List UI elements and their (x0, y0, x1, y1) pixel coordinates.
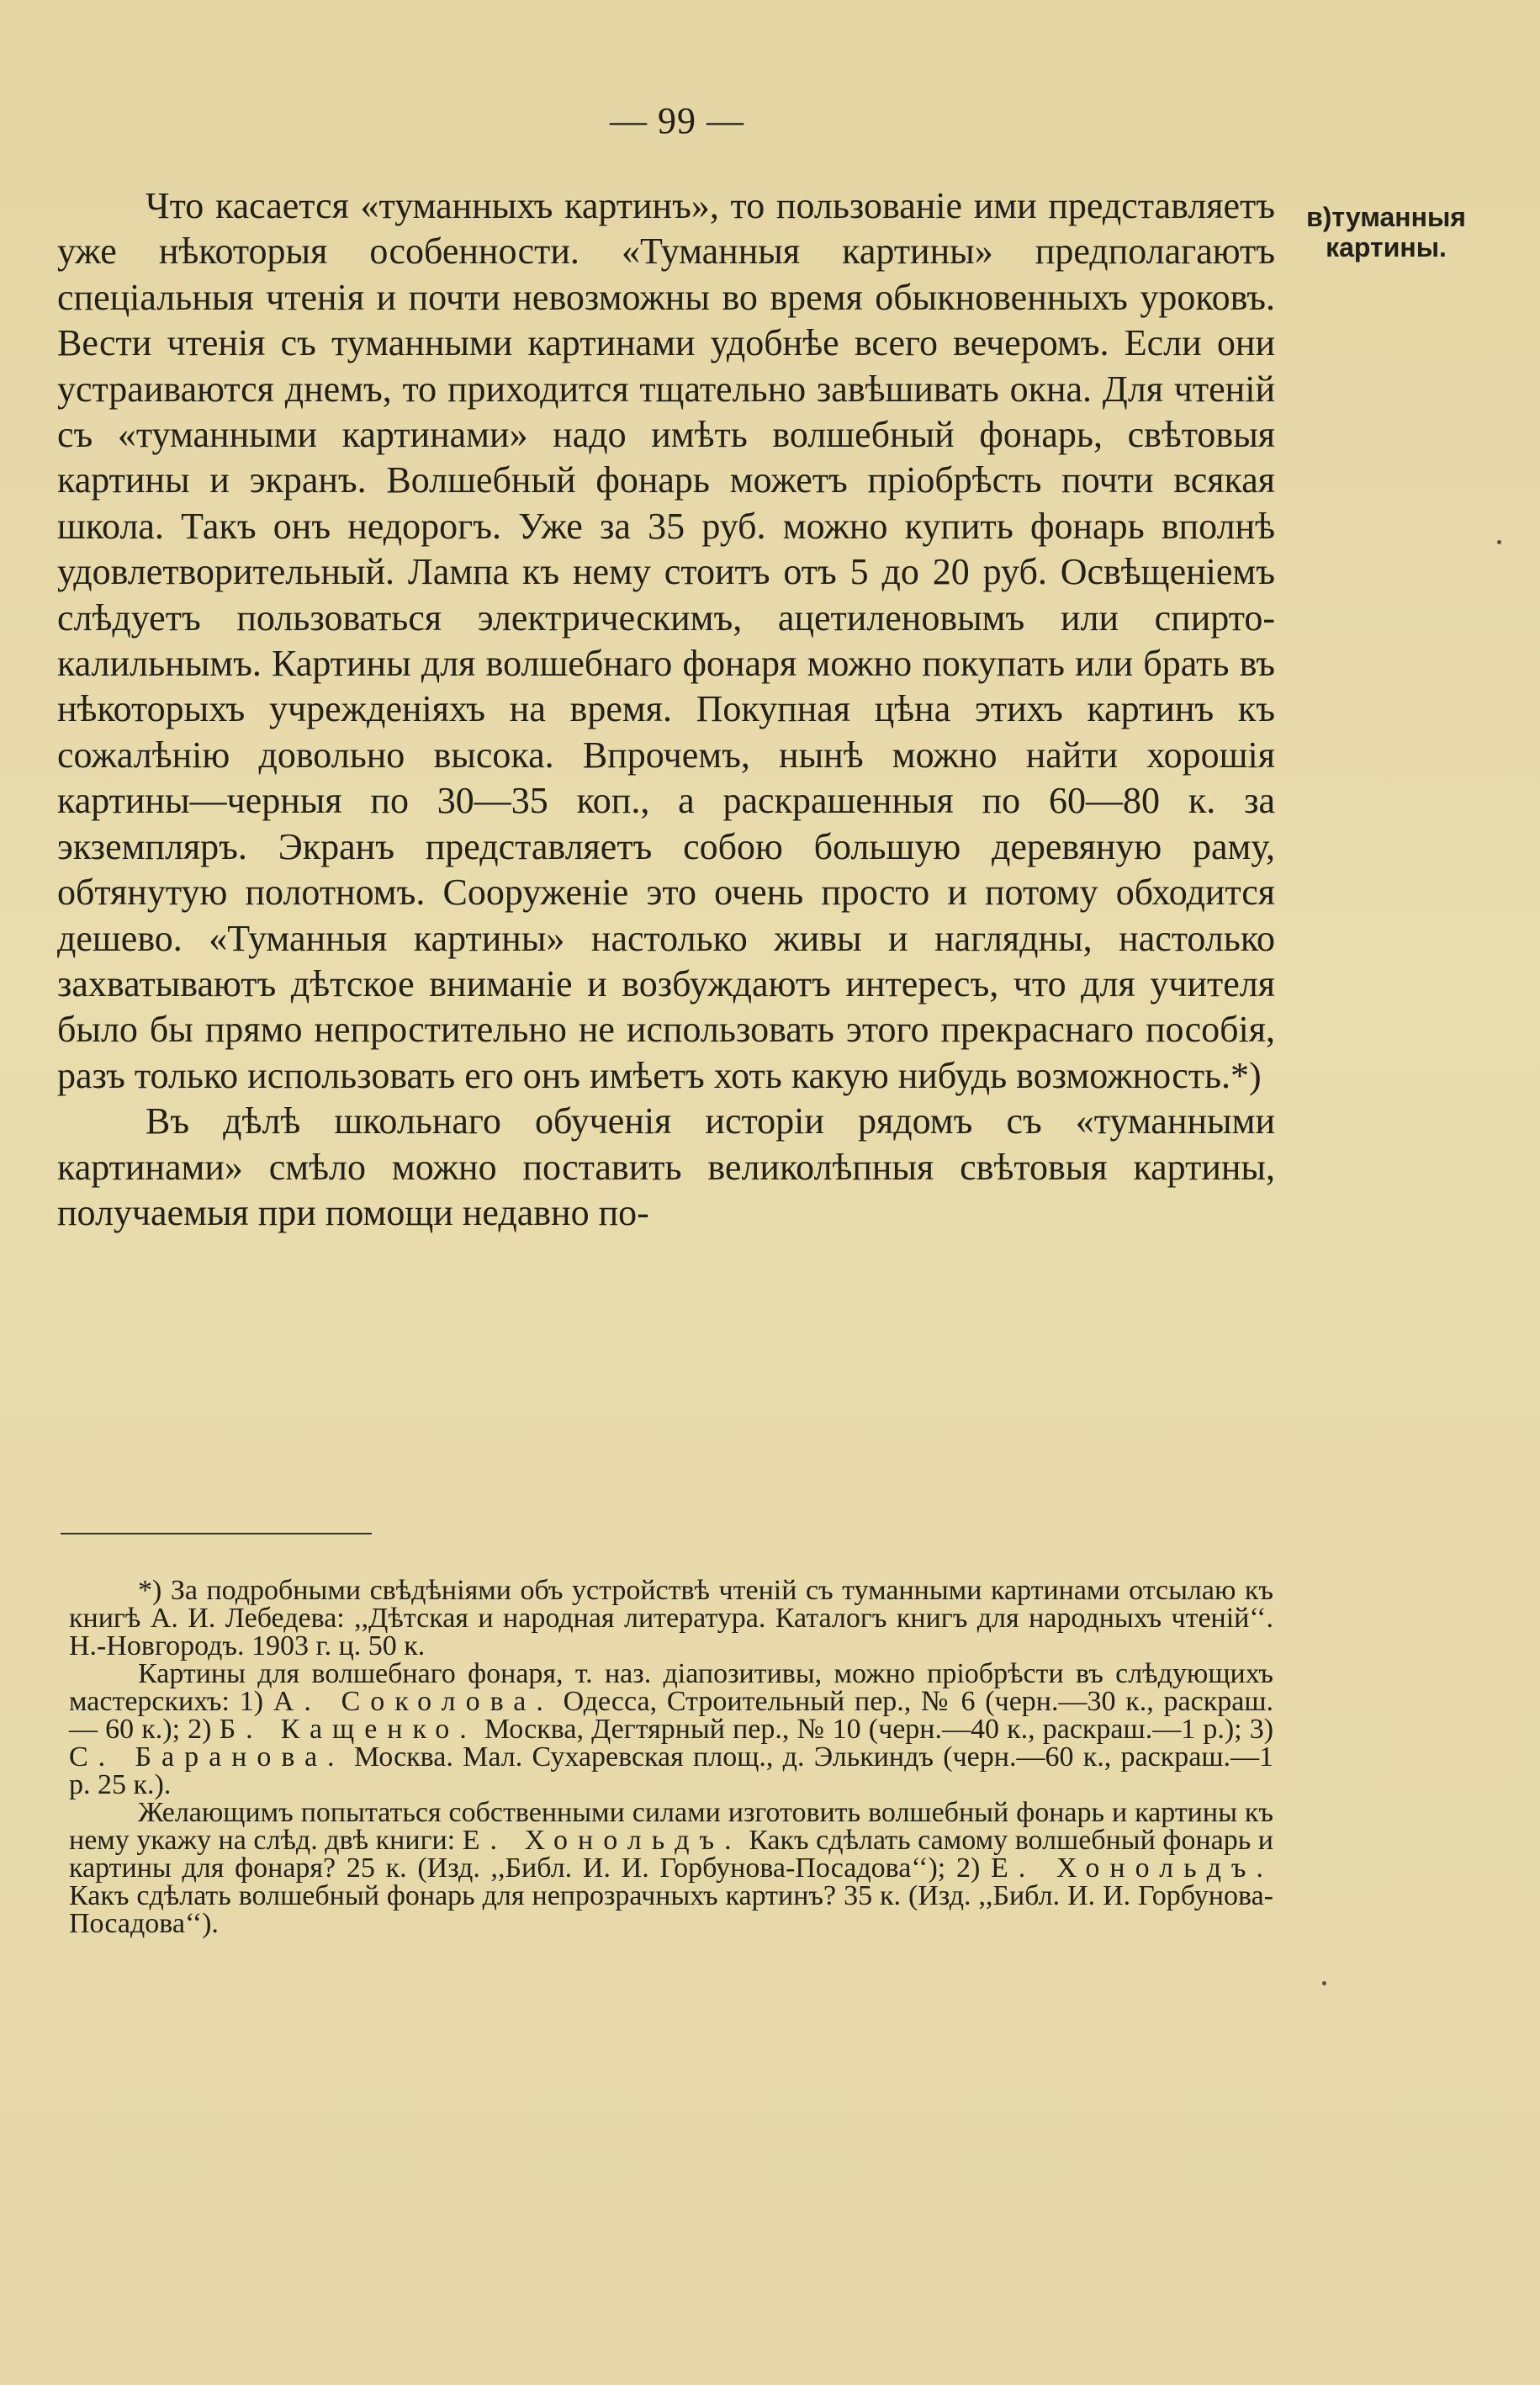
spaced-name-honold-1: Е. Хонольдъ. (462, 1825, 742, 1856)
footnote-3-intro: Желающимъ попытаться собственными силами изготовить волшебный фонарь и картины къ нему укажу на слѣд. двѣ книги: (69, 1797, 1273, 1856)
margin-note: в)туманныя картины. (1306, 202, 1466, 262)
page-number: — 99 — (610, 100, 744, 141)
speck (1322, 1981, 1326, 1985)
spaced-name-baranova: С. Баранова. (69, 1741, 345, 1773)
footnote-3-part-3: Какъ сдѣлать волшебный фонарь для непрозрачныхъ картинъ? 35 к. (Изд. ,,Библ. И. И. Горбунова-Посадова‘‘). (69, 1880, 1273, 1939)
spaced-name-sokolova: А. Соколова. (273, 1686, 553, 1717)
footnote-separator (61, 1533, 372, 1534)
paragraph-2: Въ дѣлѣ школьнаго обученія исторіи рядомъ съ «туманными картинами» смѣло можно поставить великолѣпныя свѣтовыя картины, получаемыя при помощи недавно по- (57, 1100, 1275, 1233)
footnote-2-part-4: Москва. Мал. Сухаревская площ., д. Элькиндъ (черн.—60 к., раскраш.—1 р. 25 к.). (69, 1741, 1274, 1800)
footnote-2-part-2: Одесса, Строительный пер., № 6 (черн.—30 к., раскраш. — 60 к.); 2) (69, 1686, 1274, 1745)
spaced-name-honold-2: Е. Хонольдъ. (991, 1852, 1274, 1884)
footnote-3-part-2: Какъ сдѣлать самому волшебный фонарь и картины для фонаря? 25 к. (Изд. ,,Библ. И. И. Горбунова-Посадова‘‘); 2) (69, 1825, 1274, 1884)
main-text (57, 183, 1275, 1236)
footnote-3 (69, 1799, 1273, 1937)
footnote-2 (69, 1660, 1273, 1799)
speck (1497, 540, 1501, 544)
footnote-2-intro: Картины для волшебнаго фонаря, т. наз. діапозитивы, можно пріобрѣсти въ слѣдующихъ мастерскихъ: 1) (69, 1658, 1273, 1717)
footnote-1: *) За подробными свѣдѣніями объ устройствѣ чтеній съ туманными картинами отсылаю къ книгѣ А. И. Лебедева: ,,Дѣтская и народная литература. Каталогъ книгъ для народныхъ чтеній‘‘. Н.-Новгородъ. 1903 г. ц. 50 к. (69, 1575, 1273, 1662)
spaced-name-kashchenko: Б. Кащенко. (219, 1714, 477, 1745)
footnotes (69, 1577, 1273, 1937)
paragraph-1: Что касается «туманныхъ картинъ», то пользованіе ими представляетъ уже нѣкоторыя особенности. «Туманныя картины» предполагаютъ спеціальныя чтенія и почти невозможны во время обыкновенныхъ уроковъ. Вести чтенія съ туманными картинами удобнѣе всего вечеромъ. Если они устраиваются днемъ, то приходится тщательно завѣшивать окна. Для чтеній съ «туманными картинами» надо имѣть волшебный фонарь, свѣтовыя картины и экранъ. Волшебный фонарь можетъ пріобрѣсть почти всякая школа. Такъ онъ недорогъ. Уже за 35 руб. можно купить фонарь вполнѣ удовлетворительный. Лампа къ нему стоитъ отъ 5 до 20 руб. Освѣщеніемъ слѣдуетъ пользоваться электрическимъ, ацетиленовымъ или спирто-калильнымъ. Картины для волшебнаго фонаря можно покупать или брать въ нѣкоторыхъ учрежденіяхъ на время. Покупная цѣна этихъ картинъ къ сожалѣнію довольно высока. Впрочемъ, нынѣ можно найти хорошія картины—черныя по 30—35 коп., а раскрашенныя по 60—80 к. за экземпляръ. Экранъ представляетъ собою большую деревяную раму, обтянутую полотномъ. Сооруженіе это очень просто и потому обходится дешево. «Туманныя картины» настолько живы и наглядны, настолько захватываютъ дѣтское вниманіе и возбуждаютъ интересъ, что для учителя было бы прямо непростительно не использовать этого прекраснаго пособія, разъ только использовать его онъ имѣетъ хоть какую нибудь возможность.*) (57, 185, 1275, 1096)
footnote-2-part-3: Москва, Дегтярный пер., № 10 (черн.—40 к., раскраш.—1 р.); 3) (484, 1714, 1274, 1745)
